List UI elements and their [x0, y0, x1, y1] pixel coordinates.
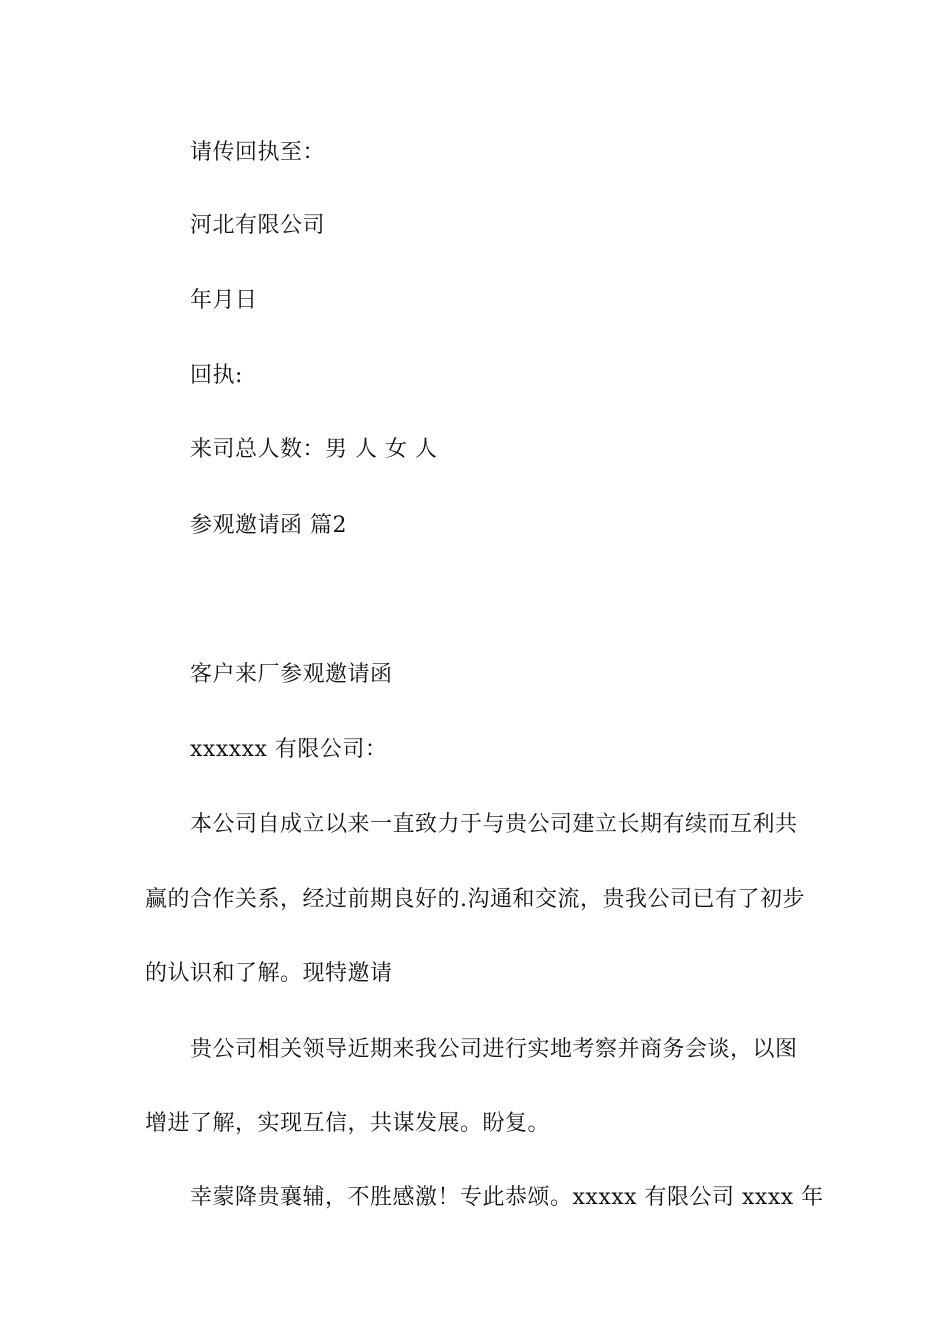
- paragraph-2-line-2: 增进了解，实现互信，共谋发展。盼复。: [145, 1111, 551, 1136]
- paragraph-1-line-2: 赢的合作关系，经过前期良好的.沟通和交流，贵我公司已有了初步: [145, 887, 805, 912]
- section-title: 参观邀请函 篇2: [190, 513, 347, 538]
- paragraph-3-line-1: 幸蒙降贵襄辅，不胜感激！专此恭颂。xxxxx 有限公司 xxxx 年: [190, 1185, 824, 1210]
- company-name-line: 河北有限公司: [190, 213, 326, 238]
- date-line: 年月日: [190, 288, 258, 313]
- letter-salutation: xxxxxx 有限公司：: [190, 737, 388, 762]
- visitor-count-line: 来司总人数：男 人 女 人: [190, 437, 438, 462]
- paragraph-1-line-3: 的认识和了解。现特邀请: [145, 961, 393, 986]
- letter-title: 客户来厂参观邀请函: [190, 662, 393, 687]
- paragraph-2-line-1: 贵公司相关领导近期来我公司进行实地考察并商务会谈，以图: [190, 1037, 798, 1062]
- reply-to-line: 请传回执至：: [190, 140, 326, 165]
- receipt-heading: 回执:: [190, 363, 243, 388]
- paragraph-1-line-1: 本公司自成立以来一直致力于与贵公司建立长期有续而互利共: [190, 812, 798, 837]
